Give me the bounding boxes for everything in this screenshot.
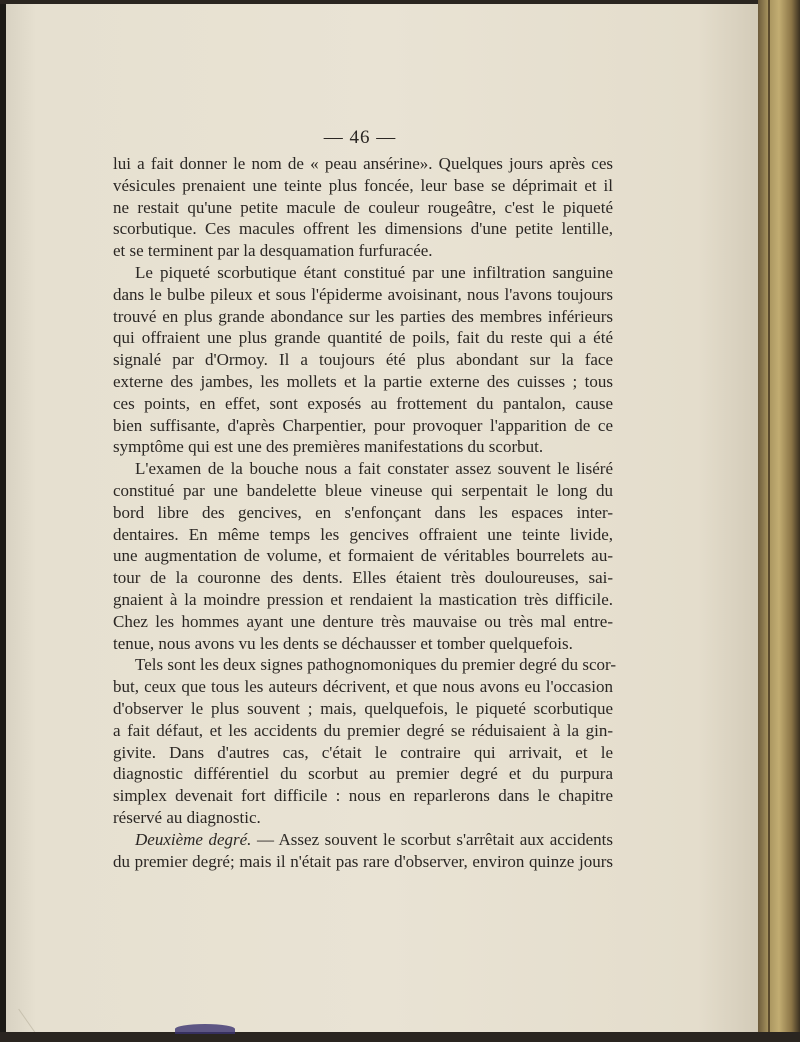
page-number: — 46 —: [323, 127, 397, 148]
bottom-border: [0, 1032, 800, 1042]
page-crease: [18, 986, 75, 1032]
text-line: bien suffisante, d'après Charpentier, pour provoquer l'apparition de ce: [113, 415, 613, 435]
text-line: constitué par une bandelette bleue vineuse qui serpentait le long du: [113, 480, 613, 500]
text-line: dans le bulbe pileux et sous l'épiderme avoisinant, nous l'avons toujours: [113, 284, 613, 304]
text-line: L'examen de la bouche nous a fait constater assez souvent le liséré: [135, 459, 613, 479]
body-text: [113, 153, 616, 872]
ink-stain: [175, 1024, 235, 1034]
text-line: signalé par d'Ormoy. Il a toujours été plus abondant sur la face: [113, 350, 613, 370]
text-line: une augmentation de volume, et formaient de véritables bourrelets au-: [113, 546, 613, 566]
text-line: réservé au diagnostic.: [113, 807, 261, 827]
text-line: ne restait qu'une petite macule de couleur rougeâtre, c'est le piqueté: [113, 197, 613, 217]
text-line: tour de la couronne des dents. Elles étaient très douloureuses, sai-: [113, 568, 613, 588]
text-line: gnaient à la moindre pression et rendaient la mastication très difficile.: [113, 589, 613, 609]
text-line: et se terminent par la desquamation furfuracée.: [113, 241, 433, 261]
text-line: d'observer le plus souvent ; mais, quelquefois, le piqueté scorbutique: [113, 698, 613, 718]
text-line: trouvé en plus grande abondance sur les parties des membres inférieurs: [113, 306, 613, 326]
text-line: ces points, en effet, sont exposés au frottement du pantalon, cause: [113, 393, 613, 413]
text-line: symptôme qui est une des premières manifestations du scorbut.: [113, 437, 544, 457]
text-line: du premier degré; mais il n'était pas rare d'observer, environ quinze jours: [113, 851, 613, 871]
text-line: lui a fait donner le nom de « peau ansérine». Quelques jours après ces: [113, 154, 613, 173]
text-line: diagnostic différentiel du scorbut au premier degré et du purpura: [113, 764, 613, 784]
text-line: givite. Dans d'autres cas, c'était le contraire qui arrivait, et le: [113, 742, 613, 762]
text-line: vésicules prenaient une teinte plus foncée, leur base se déprimait et il: [113, 175, 613, 195]
section-heading: Deuxième degré.: [135, 829, 252, 849]
text-line: scorbutique. Ces macules offrent les dimensions d'une petite lentille,: [113, 219, 613, 239]
text-line-rest: — Assez souvent le scorbut s'arrêtait aux accidents: [251, 829, 613, 849]
text-line: dentaires. En même temps les gencives offraient une teinte livide,: [113, 524, 613, 544]
text-line: simplex devenait fort difficile : nous en reparlerons dans le chapitre: [113, 786, 613, 806]
text-line: a fait défaut, et les accidents du premier degré se réduisaient à la gin-: [113, 720, 613, 740]
text-line: [113, 829, 613, 851]
text-line: Tels sont les deux signes pathognomoniques du premier degré du scor-: [135, 655, 616, 675]
text-line: externe des jambes, les mollets et la partie externe des cuisses ; tous: [113, 371, 613, 391]
text-line: qui offraient une plus grande quantité de poils, fait du reste qui a été: [113, 328, 613, 348]
text-line: but, ceux que tous les auteurs décrivent, et que nous avons eu l'occasion: [113, 677, 613, 697]
text-line: Le piqueté scorbutique étant constitué par une infiltration sanguine: [135, 262, 613, 282]
text-line: bord libre des gencives, en s'enfonçant dans les espaces inter-: [113, 502, 613, 522]
book-spine-edge: [758, 0, 800, 1042]
text-line: Chez les hommes ayant une denture très mauvaise ou très mal entre-: [113, 611, 613, 631]
text-line: tenue, nous avons vu les dents se déchausser et tomber quelquefois.: [113, 633, 573, 653]
